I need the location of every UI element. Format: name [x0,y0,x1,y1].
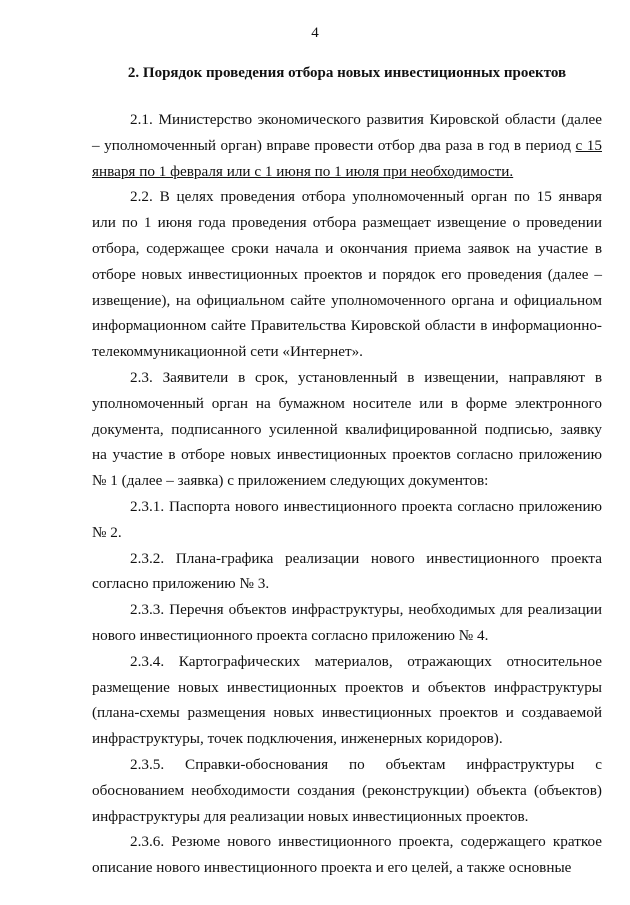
paragraph-2-3: 2.3. Заявители в срок, установленный в извещении, направляют в уполномоченный орган на бумажном носителе или в форме электронного документа, подписанного усиленной квалифицированной подписью, заявку на участие в отборе новых инвестиционных проектов согласно приложению № 1 (далее – заявка) с приложением следующих документов: [92,368,602,490]
paragraph-2-2: 2.2. В целях проведения отбора уполномоченный орган по 15 января или по 1 июня года проведения отбора размещает извещение о проведении отбора, содержащее сроки начала и окончания приема заявок на участие в отборе новых инвестиционных проектов и порядок его проведения (далее – извещение), на официальном сайте уполномоченного органа и официальном информационном сайте Правительства Кировской области в информационно-телекоммуникационной сети «Интернет». [92,188,602,361]
paragraph-2-3-4: 2.3.4. Картографических материалов, отражающих относительное размещение новых инвестиционных проектов и объектов инфраструктуры (плана-схемы размещения новых инвестиционных проектов и создаваемой инфраструктуры, точек подключения, инженерных коридоров). [92,652,602,748]
paragraph-2-3-2: 2.3.2. Плана-графика реализации нового инвестиционного проекта согласно приложению № 3. [92,549,602,593]
paragraph-2-3-6: 2.3.6. Резюме нового инвестиционного проекта, содержащего краткое описание нового инвестиционного проекта и его целей, а также основные [92,833,602,877]
paragraph-2-1 [92,107,602,184]
page-number: 4 [311,25,319,41]
section-title: 2. Порядок проведения отбора новых инвестиционных проектов [127,65,567,81]
paragraph-2-3-5: 2.3.5. Справки-обоснования по объектам инфраструктуры с обоснованием необходимости создания (реконструкции) объекта (объектов) инфраструктуры для реализации новых инвестиционных проектов. [92,755,602,825]
body-text [92,107,602,881]
paragraph-text: 2.1. Министерство экономического развития Кировской области (далее – уполномоченный орган) вправе провести отбор два раза в год в период [92,111,602,154]
paragraph-2-3-3: 2.3.3. Перечня объектов инфраструктуры, необходимых для реализации нового инвестиционного проекта согласно приложению № 4. [92,601,602,644]
paragraph-2-3-1: 2.3.1. Паспорта нового инвестиционного проекта согласно приложению № 2. [92,497,602,541]
underlined-text: с 15 января по 1 февраля или с 1 июня по 1 июля при необходимости. [92,136,602,180]
